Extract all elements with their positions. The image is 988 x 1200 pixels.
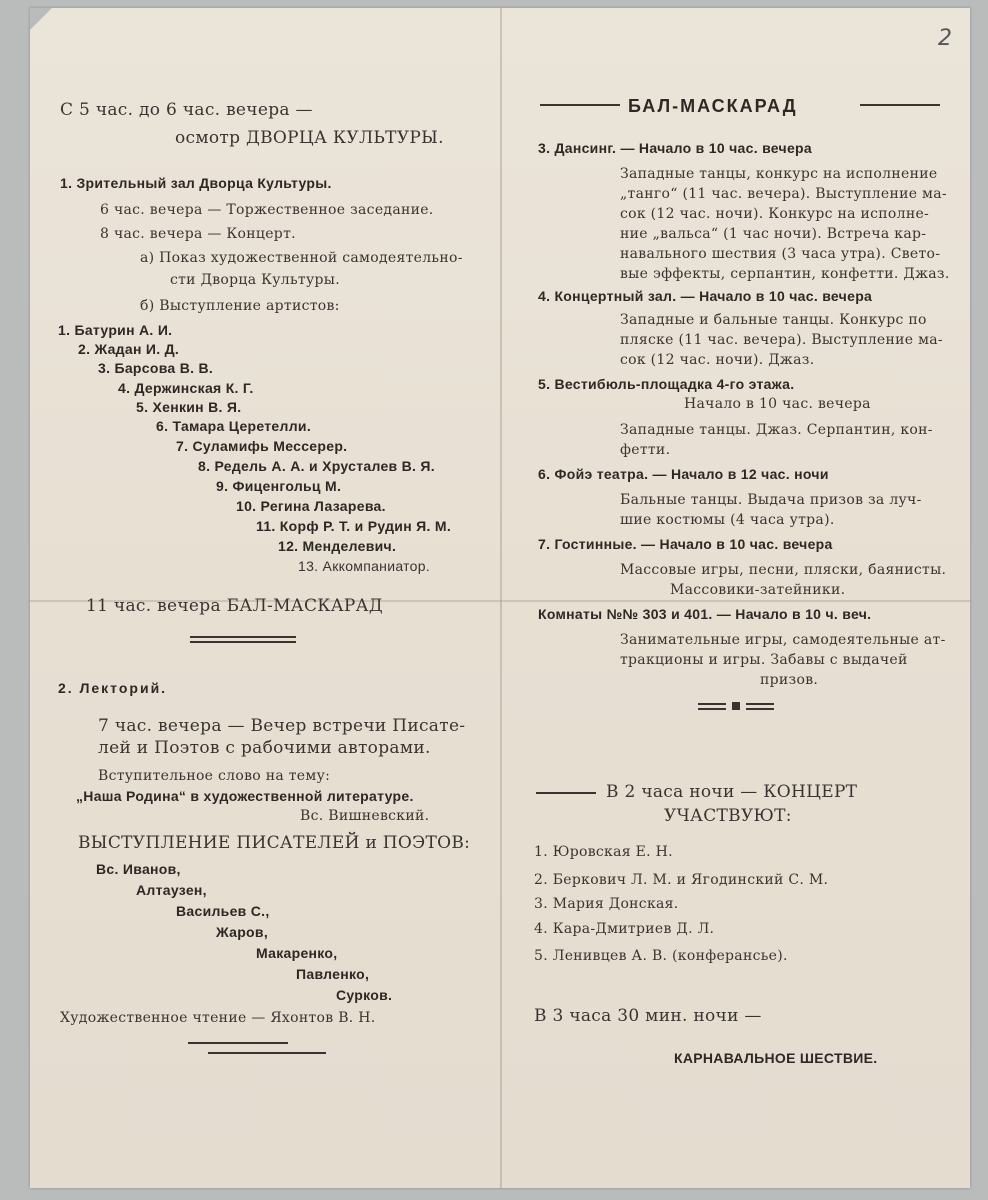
section-3-line-1: Западные танцы, конкурс на исполнение — [620, 166, 938, 182]
intro-line-2: „Наша Родина“ в художественной литературе. — [76, 788, 414, 804]
artist-5: 5. Хенкин В. Я. — [136, 399, 242, 415]
section-4-line-3: сок (12 час. ночи). Джаз. — [620, 352, 815, 368]
concert-line-1: В 2 часа ночи — КОНЦЕРТ — [606, 782, 858, 802]
page-number: 2 — [938, 26, 952, 51]
artist-3: 3. Барсова В. В. — [98, 360, 214, 376]
section-1-a-line-2: сти Дворца Культуры. — [170, 272, 340, 288]
section-1-item-1: 6 час. вечера — Торжественное заседание. — [100, 202, 434, 218]
divider-double-rule — [190, 636, 296, 646]
reading-line: Художественное чтение — Яхонтов В. Н. — [60, 1010, 376, 1026]
participant-1: 1. Юровская Е. Н. — [534, 844, 673, 860]
section-1-heading: 1. Зрительный зал Дворца Культуры. — [60, 175, 332, 191]
final-time: В 3 часа 30 мин. ночи — — [534, 1006, 762, 1026]
participant-5: 5. Ленивцев А. В. (конферансье). — [534, 948, 788, 964]
program-sheet — [30, 8, 970, 1188]
artist-7: 7. Суламифь Мессерер. — [176, 438, 348, 454]
title-rule-right — [860, 104, 940, 106]
section-7-line-1: Массовые игры, песни, пляски, баянисты. — [620, 562, 947, 578]
section-6-line-2: шие костюмы (4 часа утра). — [620, 512, 835, 528]
final-event: КАРНАВАЛЬНОЕ ШЕСТВИЕ. — [674, 1050, 878, 1066]
intro-line-3: Вс. Вишневский. — [300, 808, 430, 824]
bottom-rule-2 — [208, 1052, 326, 1054]
torn-corner — [30, 8, 52, 30]
concert-line-2: УЧАСТВУЮТ: — [664, 806, 792, 826]
writer-2: Алтаузен, — [136, 882, 207, 898]
section-1-item-2: 8 час. вечера — Концерт. — [100, 226, 296, 242]
section-2-line-2: лей и Поэтов с рабочими авторами. — [98, 738, 431, 758]
artist-8: 8. Редель А. А. и Хрусталев В. Я. — [198, 458, 435, 474]
writer-7: Сурков. — [336, 987, 393, 1003]
section-1-b: б) Выступление артистов: — [140, 298, 340, 314]
section-6-heading: 6. Фойэ театра. — Начало в 12 час. ночи — [538, 466, 829, 482]
rooms-heading: Комнаты №№ 303 и 401. — Начало в 10 ч. веч. — [538, 606, 872, 622]
rooms-line-3: призов. — [760, 672, 819, 688]
participant-2: 2. Беркович Л. М. и Ягодинский С. М. — [534, 872, 829, 888]
section-4-line-1: Западные и бальные танцы. Конкурс по — [620, 312, 927, 328]
artist-2: 2. Жадан И. Д. — [78, 341, 180, 357]
section-3-line-4: ние „вальса“ (1 час ночи). Встреча кар- — [620, 226, 927, 242]
section-2-line-1: 7 час. вечера — Вечер встречи Писате- — [98, 716, 466, 736]
rooms-line-1: Занимательные игры, самодеятельные ат- — [620, 632, 946, 648]
concert-rule — [536, 792, 596, 794]
section-1-a-line-1: а) Показ художественной самодеятельно- — [140, 250, 463, 266]
section-7-heading: 7. Гостинные. — Начало в 10 час. вечера — [538, 536, 833, 552]
section-6-line-1: Бальные танцы. Выдача призов за луч- — [620, 492, 922, 508]
participant-4: 4. Кара-Дмитриев Д. Л. — [534, 921, 715, 937]
artist-6: 6. Тамара Церетелли. — [156, 418, 312, 434]
section-3-line-2: „танго“ (11 час. вечера). Выступление ма- — [620, 186, 947, 202]
artist-4: 4. Держинская К. Г. — [118, 380, 254, 396]
artist-10: 10. Регина Лазарева. — [236, 498, 386, 514]
writer-4: Жаров, — [216, 924, 269, 940]
intro-line-1: Вступительное слово на тему: — [98, 768, 331, 784]
section-3-line-5: навального шествия (3 часа утра). Свето- — [620, 246, 941, 262]
opening-line-2: осмотр ДВОРЦА КУЛЬТУРЫ. — [175, 128, 444, 148]
bottom-rule-1 — [188, 1042, 288, 1044]
ball-title: БАЛ-МАСКАРАД — [628, 96, 798, 116]
artist-1: 1. Батурин А. И. — [58, 322, 173, 338]
writer-5: Макаренко, — [256, 945, 338, 961]
ball-line: 11 час. вечера БАЛ-МАСКАРАД — [86, 596, 383, 616]
participant-3: 3. Мария Донская. — [534, 896, 679, 912]
section-4-heading: 4. Концертный зал. — Начало в 10 час. вечера — [538, 288, 873, 304]
artist-12: 12. Менделевич. — [278, 538, 397, 554]
opening-line-1: С 5 час. до 6 час. вечера — — [60, 100, 313, 120]
section-3-line-3: сок (12 час. ночи). Конкурс на исполне- — [620, 206, 930, 222]
section-4-line-2: пляске (11 час. вечера). Выступление ма- — [620, 332, 943, 348]
section-5-line-2: фетти. — [620, 442, 671, 458]
writer-1: Вс. Иванов, — [96, 861, 181, 877]
ornament-divider — [698, 702, 774, 710]
artist-11: 11. Корф Р. Т. и Рудин Я. М. — [256, 518, 452, 534]
rooms-line-2: тракционы и игры. Забавы с выдачей — [620, 652, 908, 668]
artist-9: 9. Фиценгольц М. — [216, 478, 342, 494]
writer-6: Павленко, — [296, 966, 370, 982]
writers-heading: ВЫСТУПЛЕНИЕ ПИСАТЕЛЕЙ и ПОЭТОВ: — [78, 833, 471, 853]
title-rule-left — [540, 104, 620, 106]
section-3-line-6: вые эффекты, серпантин, конфетти. Джаз. — [620, 266, 950, 282]
vertical-fold — [500, 8, 502, 1188]
section-2-heading: 2. Лекторий. — [58, 680, 168, 696]
section-7-line-2: Массовики-затейники. — [670, 582, 846, 598]
writer-3: Васильев С., — [176, 903, 270, 919]
section-5-line-1: Западные танцы. Джаз. Серпантин, кон- — [620, 422, 933, 438]
section-5-heading: 5. Вестибюль-площадка 4-го этажа. — [538, 376, 795, 392]
artist-13: 13. Аккомпаниатор. — [298, 558, 431, 574]
section-3-heading: 3. Дансинг. — Начало в 10 час. вечера — [538, 140, 812, 156]
section-5-start: Начало в 10 час. вечера — [684, 396, 871, 412]
